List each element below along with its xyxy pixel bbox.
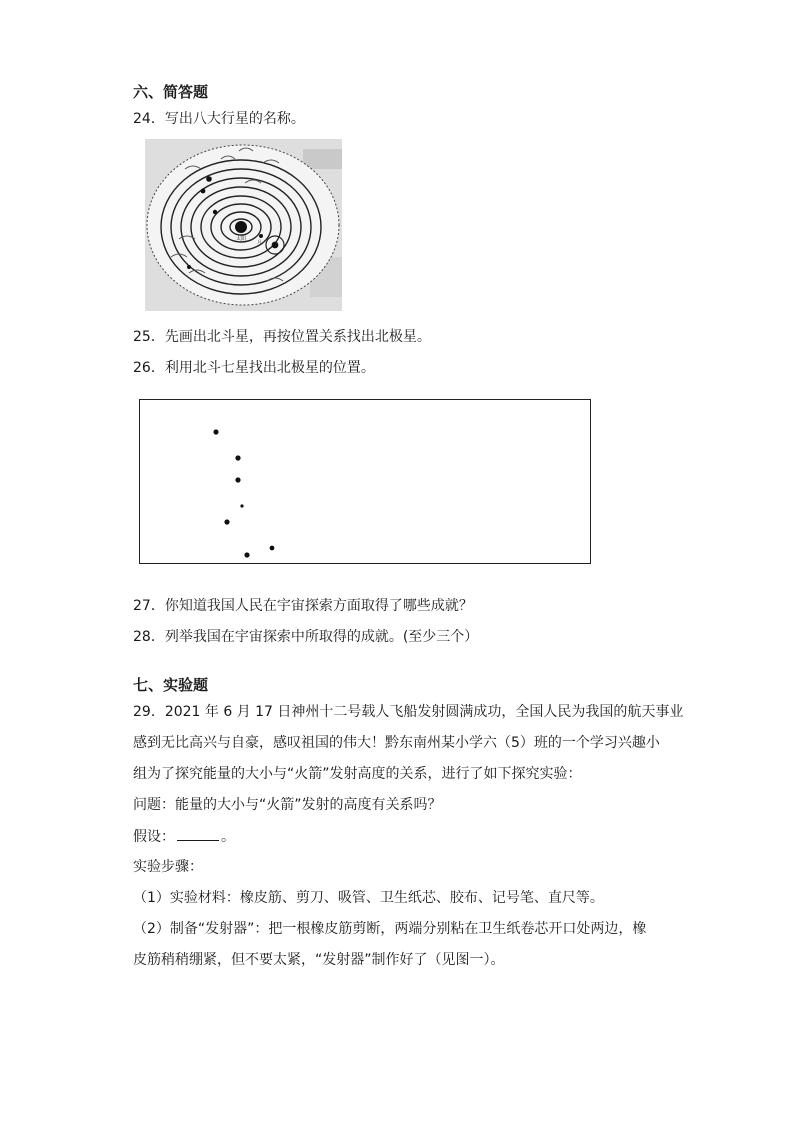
star-dot	[213, 429, 218, 434]
sun-label: 太阳	[236, 236, 247, 242]
question-26: 26．利用北斗七星找出北极星的位置。	[133, 360, 375, 376]
section-heading-experiment: 七、实验题	[133, 676, 209, 694]
star-dot	[244, 552, 249, 557]
step-1: （1）实验材料：橡皮筋、剪刀、吸管、卫生纸芯、胶布、记号笔、直尺等。	[133, 890, 604, 906]
question-27: 27．你知道我国人民在宇宙探索方面取得了哪些成就？	[133, 598, 473, 614]
solar-system-figure	[145, 139, 342, 311]
question-24: 24．写出八大行星的名称。	[133, 111, 305, 127]
moon-label: 月	[257, 240, 263, 246]
big-dipper-figure	[139, 399, 591, 564]
hypothesis-end: 。	[221, 829, 235, 845]
step-2-line-2: 皮筋稍稍绷紧，但不要太紧，“发射器”制作好了（见图一）。	[133, 952, 505, 968]
question-29-line-2: 感到无比高兴与自豪，感叹祖国的伟大！黔东南州某小学六（5）班的一个学习兴趣小	[133, 735, 660, 751]
star-dot	[235, 477, 240, 482]
hypothesis-row	[133, 827, 235, 846]
experiment-question: 问题：能量的大小与“火箭”发射的高度有关系吗？	[133, 797, 442, 813]
star-dot	[235, 455, 240, 460]
question-25: 25．先画出北斗星，再按位置关系找出北极星。	[133, 329, 431, 345]
question-29-line-1: 29．2021 年 6 月 17 日神州十二号载人飞船发射圆满成功，全国人民为我国的航天事业	[133, 704, 684, 720]
star-dot	[270, 546, 275, 551]
hypothesis-blank[interactable]	[177, 827, 219, 841]
big-dipper-stars	[140, 400, 592, 565]
section-heading-short-answer: 六、简答题	[133, 83, 209, 101]
question-28: 28．列举我国在宇宙探索中所取得的成就。(至少三个）	[133, 629, 479, 645]
question-29-line-3: 组为了探究能量的大小与“火箭”发射高度的关系，进行了如下探究实验：	[133, 766, 582, 782]
hypothesis-label: 假设：	[133, 829, 175, 845]
step-2-line-1: （2）制备“发射器”：把一根橡皮筋剪断，两端分别粘在卫生纸卷芯开口处两边，橡	[133, 921, 647, 937]
star-dot	[240, 504, 243, 507]
star-dot	[224, 519, 229, 524]
steps-label: 实验步骤：	[133, 859, 203, 875]
